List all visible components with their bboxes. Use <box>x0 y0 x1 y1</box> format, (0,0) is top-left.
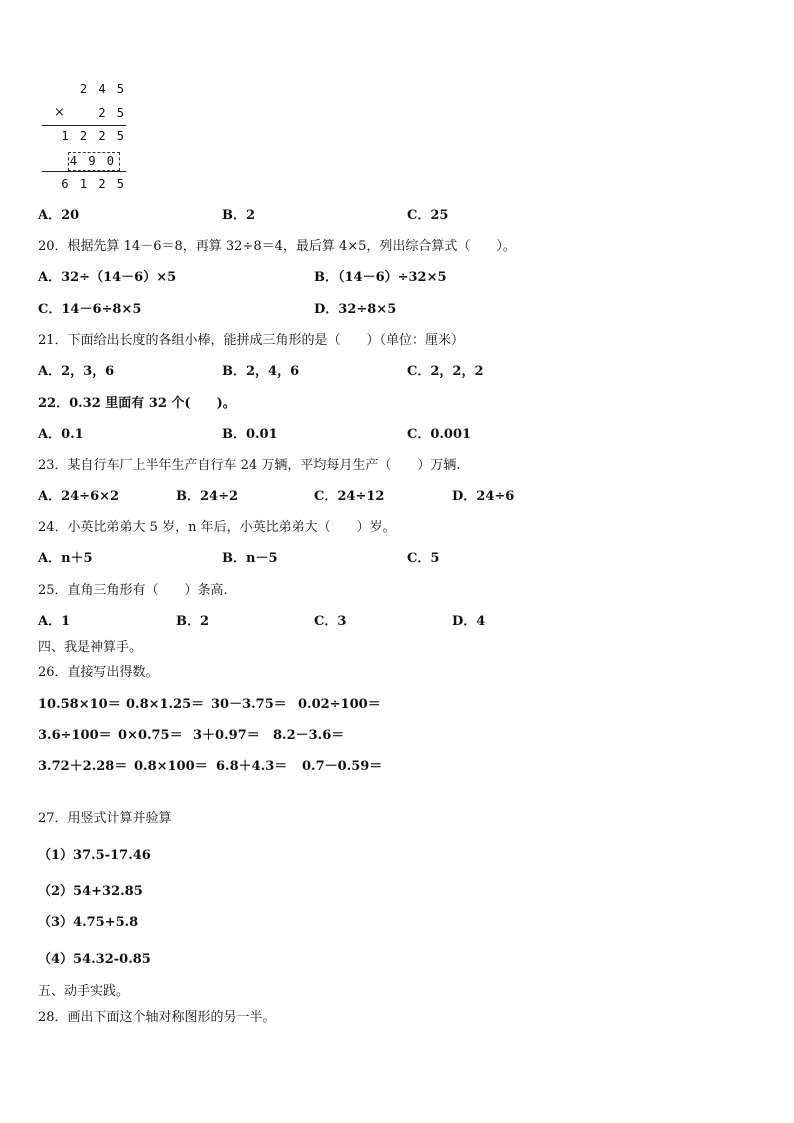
q26-item: 0.7－0.59＝ <box>302 759 383 774</box>
calc-line-4: 4 9 0 <box>69 154 116 168</box>
calc-line-3: 1 2 2 5 <box>61 129 126 143</box>
q25-option-a[interactable]: A．1 <box>38 614 71 629</box>
q23-option-b[interactable]: B．24÷2 <box>176 489 239 504</box>
section-4-heading: 四、我是神算手。 <box>38 640 143 655</box>
calc-rule-1 <box>42 125 126 126</box>
q21-option-a[interactable]: A．2，3，6 <box>38 364 115 379</box>
q26-item: 10.58×10＝ <box>38 697 121 712</box>
q24-option-a[interactable]: A．n＋5 <box>38 551 93 566</box>
q26-item: 3.6÷100＝ <box>38 728 112 743</box>
calc-line-2: 2 5 <box>98 106 126 120</box>
q27-stem: 27．用竖式计算并验算 <box>38 811 172 826</box>
q22-stem: 22．0.32 里面有 32 个( )。 <box>38 396 236 411</box>
q26-item: 0.8×100＝ <box>134 759 208 774</box>
q26-item: 0.02÷100＝ <box>298 697 381 712</box>
q26-item: 0×0.75＝ <box>118 728 183 743</box>
q20-option-a[interactable]: A．32÷（14－6）×5 <box>38 270 177 285</box>
q26-item: 6.8＋4.3＝ <box>216 759 288 774</box>
q22-option-c[interactable]: C．0.001 <box>407 427 472 442</box>
q27-part-4: （4）54.32-0.85 <box>38 952 151 967</box>
q24-stem: 24．小英比弟弟大 5 岁，n 年后，小英比弟弟大（ ）岁。 <box>38 520 396 535</box>
q20-option-c[interactable]: C．14－6÷8×5 <box>38 302 142 317</box>
q23-option-c[interactable]: C．24÷12 <box>314 489 385 504</box>
q22-option-a[interactable]: A．0.1 <box>38 427 84 442</box>
q26-item: 8.2－3.6＝ <box>273 728 345 743</box>
q21-option-c[interactable]: C．2，2，2 <box>407 364 484 379</box>
section-5-heading: 五、动手实践。 <box>38 984 130 999</box>
q24-option-c[interactable]: C．5 <box>407 551 440 566</box>
q20-option-b[interactable]: B．（14－6）÷32×5 <box>314 270 447 285</box>
q22-option-b[interactable]: B．0.01 <box>222 427 278 442</box>
q19-option-c[interactable]: C．25 <box>407 208 449 223</box>
times-sign: × <box>54 105 65 120</box>
calc-line-5: 6 1 2 5 <box>61 177 126 191</box>
q26-item: 3＋0.97＝ <box>193 728 260 743</box>
q24-option-b[interactable]: B．n－5 <box>222 551 278 566</box>
q28-stem: 28．画出下面这个轴对称图形的另一半。 <box>38 1010 276 1025</box>
q27-part-2: （2）54+32.85 <box>38 884 143 899</box>
q26-item: 3.72＋2.28＝ <box>38 759 128 774</box>
q20-stem: 20．根据先算 14－6＝8，再算 32÷8＝4，最后算 4×5，列出综合算式（ ）。 <box>38 239 516 254</box>
q19-option-a[interactable]: A．20 <box>38 208 80 223</box>
calc-rule-2 <box>42 171 126 172</box>
q21-stem: 21．下面给出长度的各组小棒，能拼成三角形的是（ ）（单位：厘米） <box>38 333 465 348</box>
q25-option-b[interactable]: B．2 <box>176 614 210 629</box>
q23-stem: 23．某自行车厂上半年生产自行车 24 万辆，平均每月生产（ ）万辆. <box>38 458 461 473</box>
calc-line-1: 2 4 5 <box>79 82 126 96</box>
q20-option-d[interactable]: D．32÷8×5 <box>314 302 397 317</box>
q26-stem: 26．直接写出得数。 <box>38 665 159 680</box>
q21-option-b[interactable]: B．2，4，6 <box>222 364 300 379</box>
q25-stem: 25．直角三角形有（ ）条高. <box>38 583 228 598</box>
q23-option-d[interactable]: D．24÷6 <box>452 489 515 504</box>
q23-option-a[interactable]: A．24÷6×2 <box>38 489 120 504</box>
q27-part-1: （1）37.5-17.46 <box>38 848 151 863</box>
q26-item: 0.8×1.25＝ <box>126 697 205 712</box>
q19-option-b[interactable]: B．2 <box>222 208 256 223</box>
q25-option-c[interactable]: C．3 <box>314 614 347 629</box>
q27-part-3: （3）4.75+5.8 <box>38 915 139 930</box>
q26-item: 30－3.75＝ <box>211 697 287 712</box>
q25-option-d[interactable]: D．4 <box>452 614 486 629</box>
